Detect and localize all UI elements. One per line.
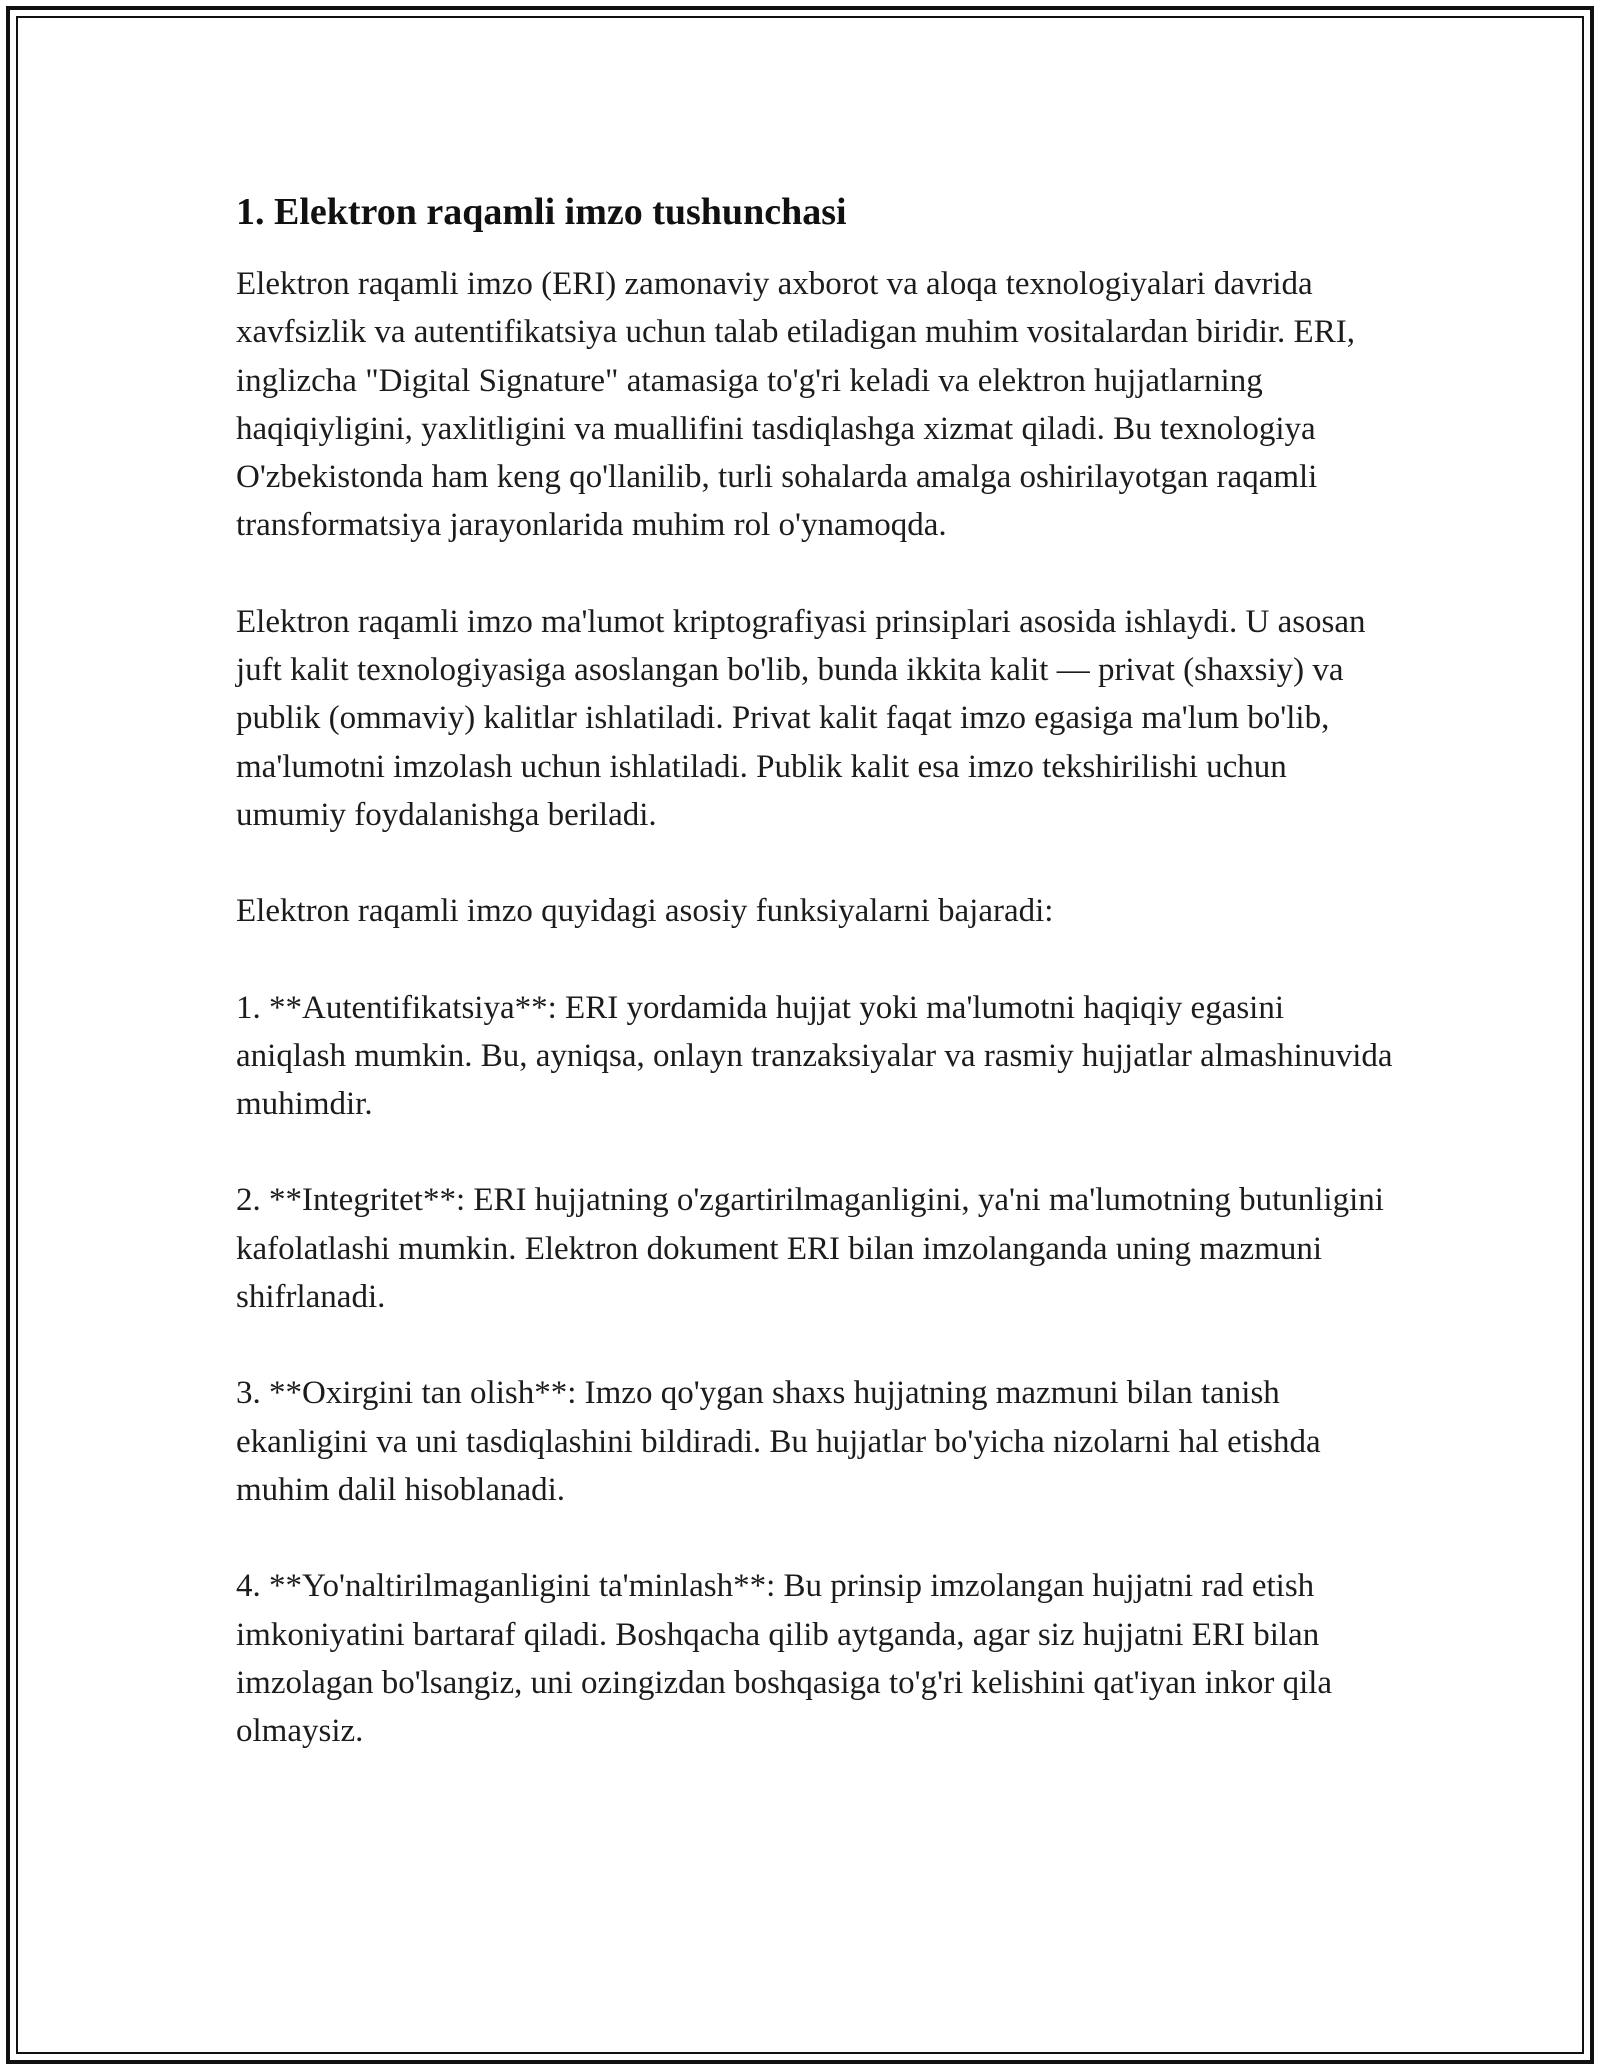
list-item-authentication: 1. **Autentifikatsiya**: ERI yordamida hujjat yoki ma'lumotni haqiqiy egasini aniqlash mumkin. Bu, ayniqsa, onlayn tranzaksiyalar va rasmiy hujjatlar almashinuvida muhimdir. — [236, 989, 1393, 1123]
list-item-non-repudiation: 4. **Yo'naltirilmaganligini ta'minlash**: Bu prinsip imzolangan hujjatni rad etish imkoniyatini bartaraf qiladi. Boshqacha qilib aytganda, agar siz hujjatni ERI bilan imzolagan bo'lsangiz, uni ozingizdan boshqasiga to'g'ri kelishini qat'iyan inkor qila olmaysiz. — [236, 1568, 1333, 1750]
section-heading: 1. Elektron raqamli imzo tushunchasi — [236, 191, 847, 233]
paragraph-functions-intro: Elektron raqamli imzo quyidagi asosiy funksiyalarni bajaradi: — [236, 893, 1054, 930]
paragraph-intro: Elektron raqamli imzo (ERI) zamonaviy axborot va aloqa texnologiyalari davrida xavfsizlik va autentifikatsiya uchun talab etiladigan muhim vositalardan biridir. ERI, inglizcha "Digital Signature" atamasiga to'g'ri keladi va elektron hujjatlarning haqiqiyligini, yaxlitligini va muallifini tasdiqlashga xizmat qiladi. Bu texnologiya O'zbekistonda ham keng qo'llanilib, turli sohalarda amalga oshirilayotgan raqamli transformatsiya jarayonlarida muhim rol o'ynamoqda. — [236, 266, 1355, 544]
list-item-integrity: 2. **Integritet**: ERI hujjatning o'zgartirilmaganligini, ya'ni ma'lumotning butunligini kafolatlashi mumkin. Elektron dokument ERI bilan imzolanganda uning mazmuni shifrlanadi. — [236, 1182, 1384, 1316]
paragraph-cryptography: Elektron raqamli imzo ma'lumot kriptografiyasi prinsiplari asosida ishlaydi. U asosan juft kalit texnologiyasiga asoslangan bo'lib, bunda ikkita kalit — privat (shaxsiy) va publik (ommaviy) kalitlar ishlatiladi. Privat kalit faqat imzo egasiga ma'lum bo'lib, ma'lumotni imzolash uchun ishlatiladi. Publik kalit esa imzo tekshirilishi uchun umumiy foydalanishga beriladi. — [236, 603, 1366, 833]
list-item-acknowledgement: 3. **Oxirgini tan olish**: Imzo qo'ygan shaxs hujjatning mazmuni bilan tanish ekanligini va uni tasdiqlashini bildiradi. Bu hujjatlar bo'yicha nizolarni hal etishda muhim dalil hisoblanadi. — [236, 1375, 1321, 1508]
document-body — [236, 188, 1396, 1803]
